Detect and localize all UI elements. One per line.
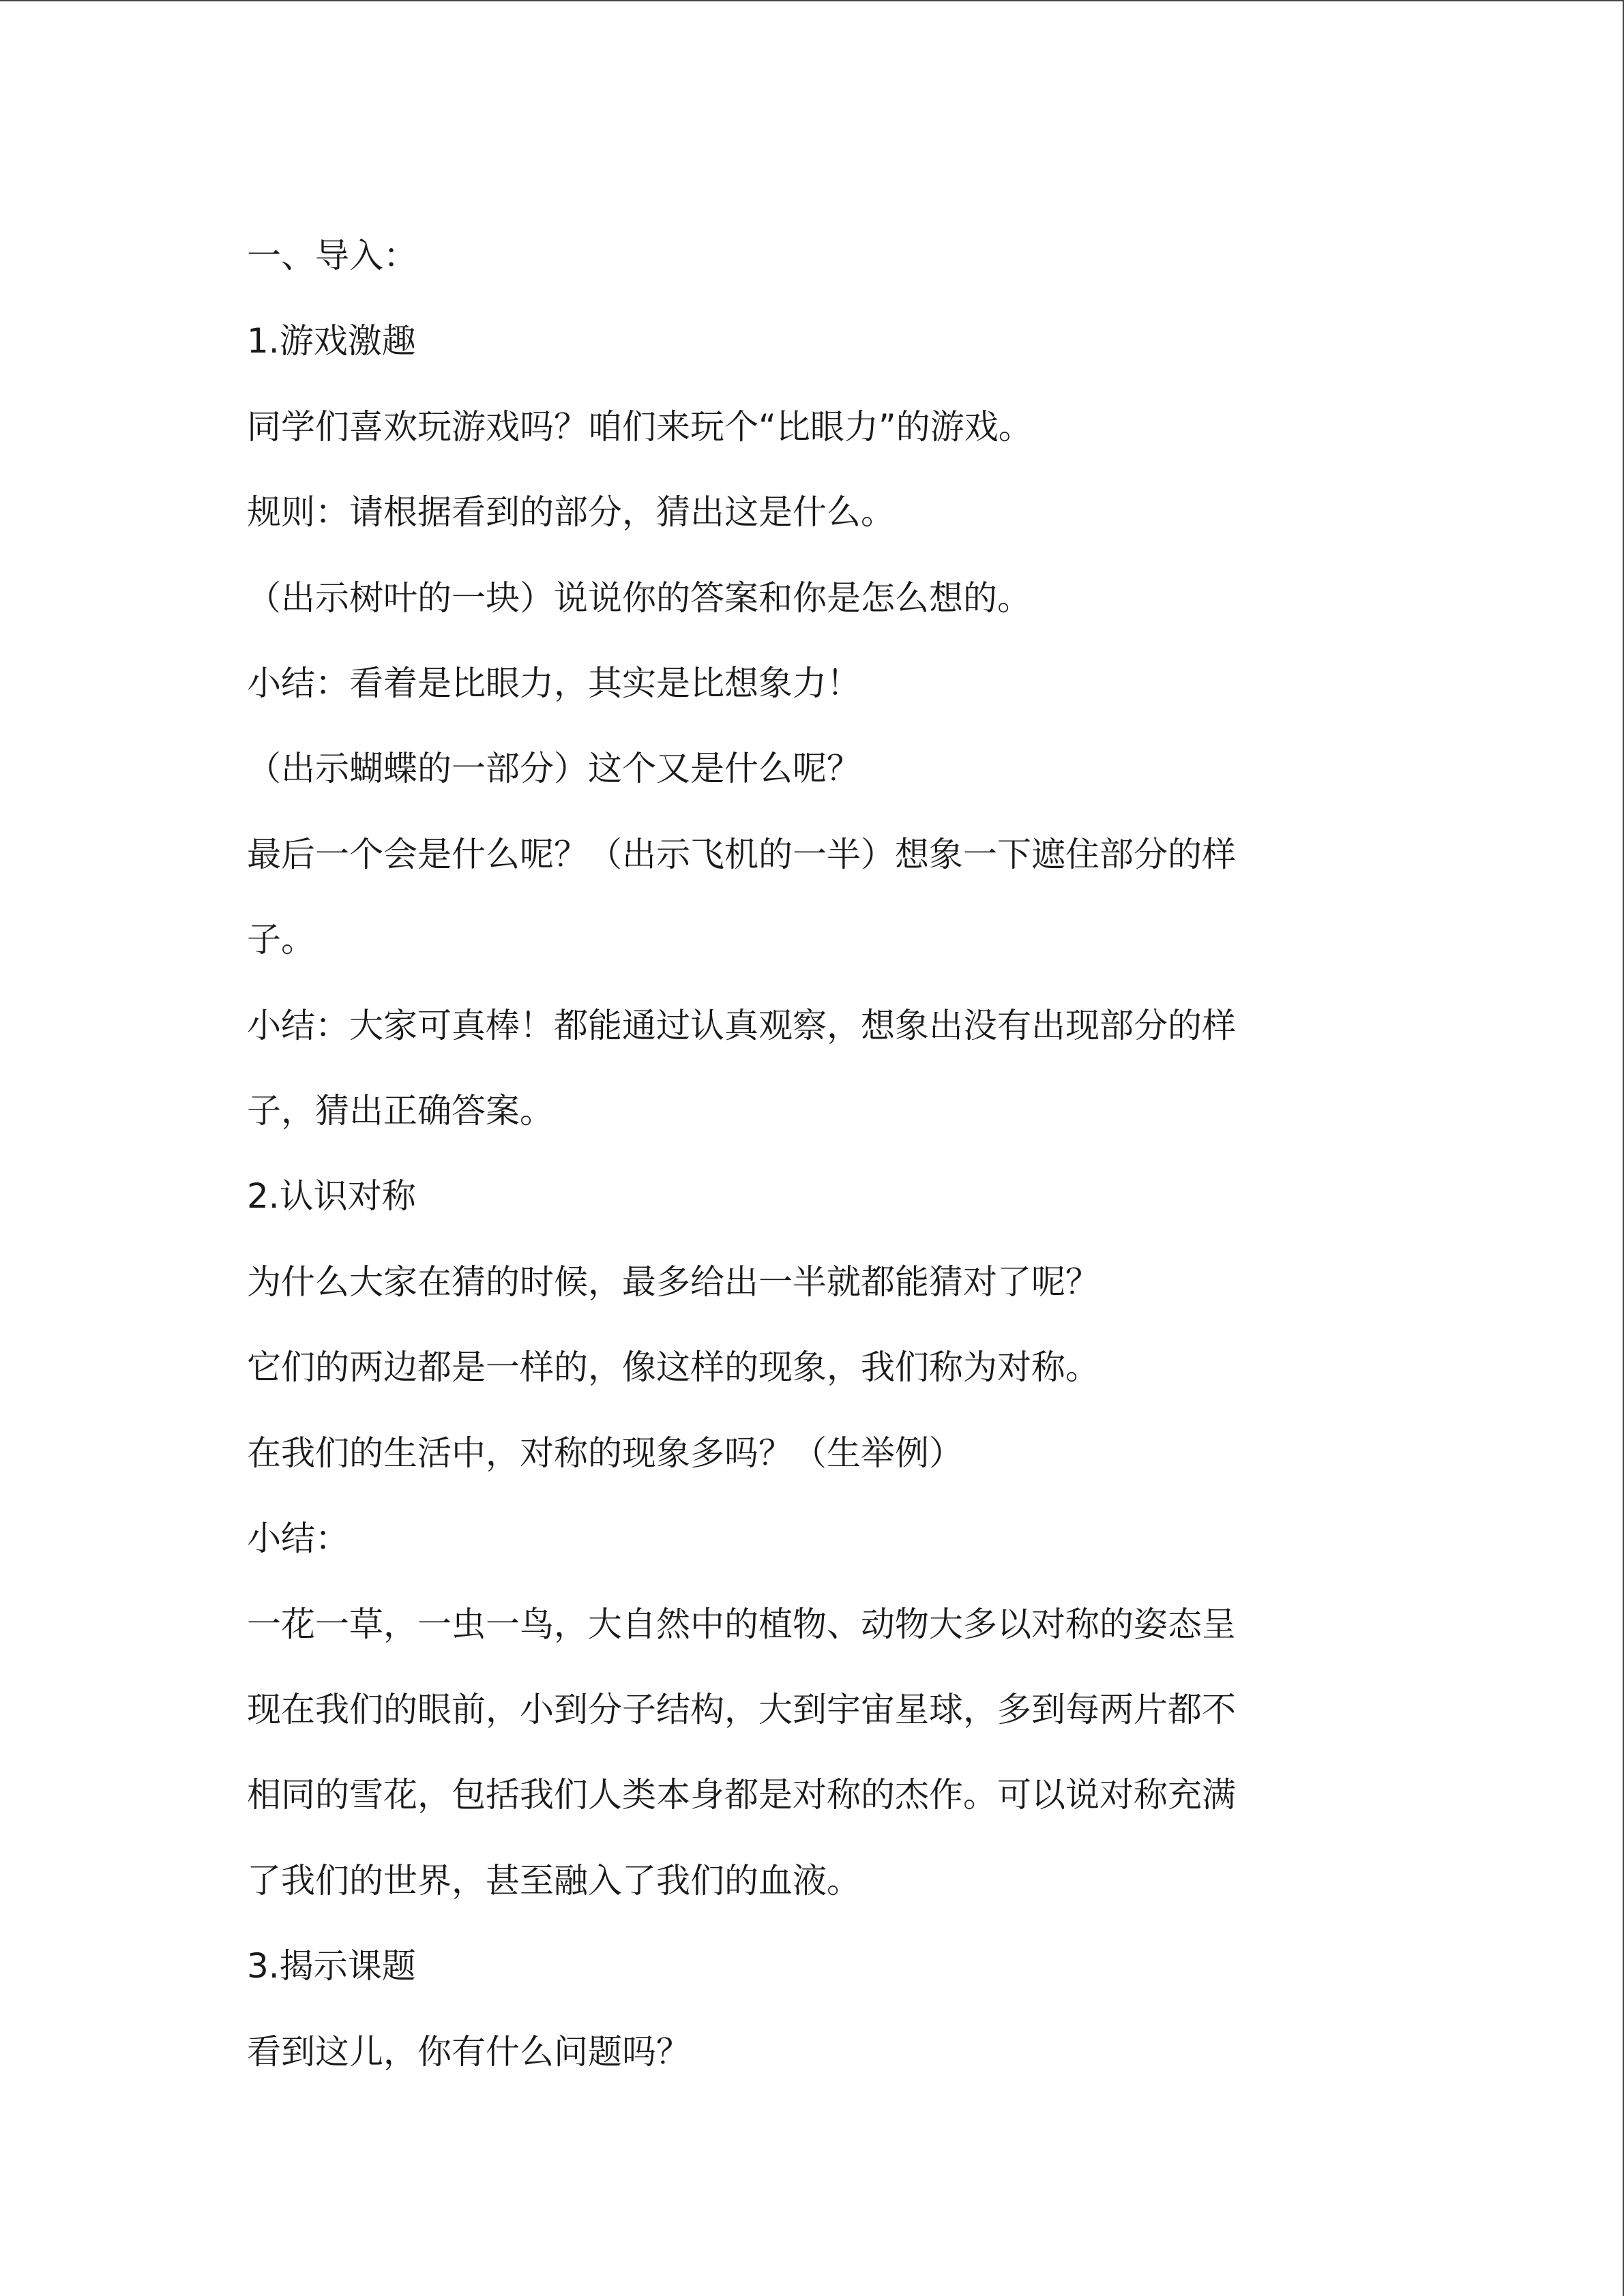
paragraph-line: 子，猜出正确答案。	[247, 1091, 554, 1131]
paragraph-line: 规则：请根据看到的部分，猜出这是什么。	[247, 492, 895, 533]
paragraph-line: 小结：大家可真棒！都能通过认真观察，想象出没有出现部分的样	[247, 1005, 1236, 1045]
subheading-topic: 3.揭示课题	[247, 1946, 416, 1986]
paragraph-line: 看到这儿，你有什么问题吗？	[247, 2031, 690, 2072]
paragraph-line: 为什么大家在猜的时候，最多给出一半就都能猜对了呢？	[247, 1262, 1099, 1302]
paragraph-line: 小结：	[247, 1519, 349, 1559]
paragraph-line: 小结：看着是比眼力，其实是比想象力！	[247, 664, 861, 704]
paragraph-line: 同学们喜欢玩游戏吗？咱们来玩个“比眼力”的游戏。	[247, 406, 1033, 447]
paragraph-line: （出示蝴蝶的一部分）这个又是什么呢？	[247, 749, 861, 789]
subheading-symmetry: 2.认识对称	[247, 1176, 416, 1217]
paragraph-line: 现在我们的眼前，小到分子结构，大到宇宙星球，多到每两片都不	[247, 1689, 1236, 1729]
paragraph-line: （出示树叶的一块）说说你的答案和你是怎么想的。	[247, 578, 1031, 618]
subheading-game: 1.游戏激趣	[247, 321, 416, 361]
paragraph-line: 它们的两边都是一样的，像这样的现象，我们称为对称。	[247, 1347, 1099, 1388]
paragraph-line: 一花一草，一虫一鸟，大自然中的植物、动物大多以对称的姿态呈	[247, 1604, 1236, 1644]
paragraph-line: 了我们的世界，甚至融入了我们的血液。	[247, 1860, 861, 1900]
section-heading-intro: 一、导入：	[247, 236, 417, 275]
paragraph-line: 在我们的生活中，对称的现象多吗？（生举例）	[247, 1433, 963, 1473]
document-body	[247, 213, 1365, 2095]
paragraph-line: 相同的雪花，包括我们人类本身都是对称的杰作。可以说对称充满	[247, 1775, 1236, 1815]
paragraph-line: 子。	[247, 920, 315, 960]
paragraph-line: 最后一个会是什么呢？（出示飞机的一半）想象一下遮住部分的样	[247, 834, 1236, 874]
